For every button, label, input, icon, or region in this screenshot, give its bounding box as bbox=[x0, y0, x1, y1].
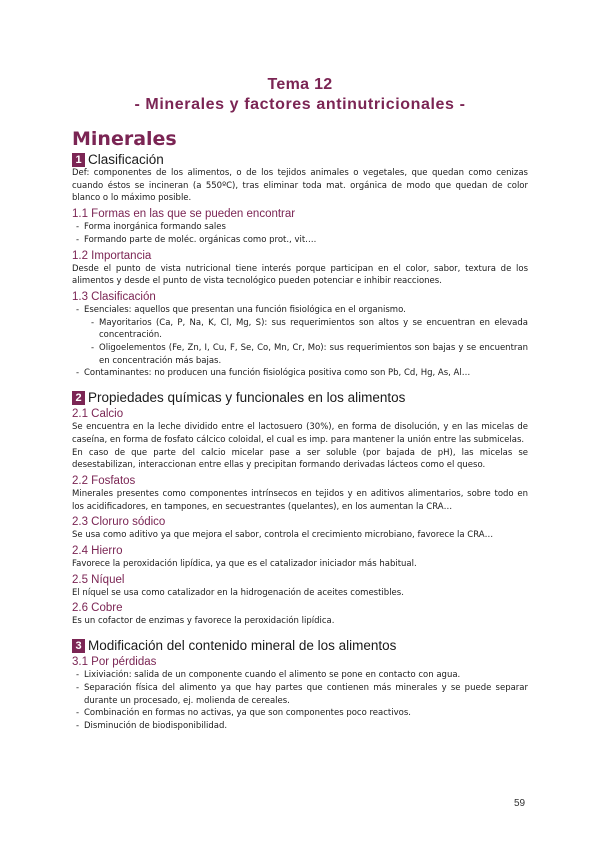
subsection-title: 1.1 Formas en las que se pueden encontrar bbox=[72, 208, 296, 221]
subsection-title: 2.3 Cloruro sódico bbox=[72, 516, 166, 529]
list-item: - Contaminantes: no producen una función fisiológica positiva como son Pb, Cd, Hg, As, Al… bbox=[72, 367, 528, 380]
list-item: - Esenciales: aquellos que presentan una función fisiológica en el organismo. bbox=[72, 304, 528, 317]
paragraph: Se usa como aditivo ya que mejora el sabor, controla el crecimiento microbiano, favorece la CRA… bbox=[72, 530, 494, 541]
page-title: Tema 12 bbox=[267, 76, 333, 93]
section-title: Modificación del contenido mineral de los alimentos bbox=[88, 638, 397, 654]
subsection-title: 1.2 Importancia bbox=[72, 249, 152, 262]
list-item: - Oligoelementos (Fe, Zn, I, Cu, F, Se, Co, Mn, Cr, Mo): sus requerimientos son bajas y se encuentran en concentración más bajas. bbox=[72, 342, 528, 367]
list-item: - Forma inorgánica formando sales bbox=[72, 221, 528, 234]
bullet-list bbox=[72, 367, 528, 380]
page-number: 59 bbox=[514, 798, 526, 809]
subsection-title: 2.4 Hierro bbox=[72, 545, 123, 558]
list-item: - Mayoritarios (Ca, P, Na, K, Cl, Mg, S): sus requerimientos son altos y se encuentran en elevada concentración. bbox=[72, 317, 528, 342]
paragraph: El níquel se usa como catalizador en la hidrogenación de aceites comestibles. bbox=[72, 587, 404, 598]
list-item: - Disminución de biodisponibilidad. bbox=[72, 720, 528, 733]
paragraph: En caso de que parte del calcio micelar pase a ser soluble (por bajada de pH), las micelas se desestabilizan, interaccionan entre ellas y precipitan formando derivadas lácteos como el queso. bbox=[72, 447, 528, 471]
section-1-header bbox=[72, 152, 528, 167]
bullet-list bbox=[72, 304, 528, 317]
document-page bbox=[72, 72, 528, 733]
subsection-title: 2.2 Fosfatos bbox=[72, 474, 136, 487]
section-2-header bbox=[72, 390, 528, 405]
list-item: - Formando parte de moléc. orgánicas como prot., vit…. bbox=[72, 234, 528, 247]
definition-paragraph: Def: componentes de los alimentos, o de los tejidos animales o vegetales, que quedan como cenizas cuando éstos se incineran (a 550ºC), tras eliminar toda mat. orgánica de modo que quedan de color blanco o lo máximo posible. bbox=[72, 168, 528, 204]
subsection-title: 2.1 Calcio bbox=[72, 408, 124, 421]
subsection-title: 2.5 Níquel bbox=[72, 573, 125, 586]
section-number: 3 bbox=[72, 639, 85, 653]
subsection-title: 1.3 Clasificación bbox=[72, 290, 156, 303]
paragraph: Favorece la peroxidación lipídica, ya que es el catalizador iniciador más habitual. bbox=[72, 559, 417, 570]
subsection-title: 3.1 Por pérdidas bbox=[72, 656, 157, 669]
section-3-header bbox=[72, 638, 528, 653]
section-number: 1 bbox=[72, 153, 85, 167]
bullet-list bbox=[72, 669, 528, 733]
paragraph: Se encuentra en la leche dividido entre el lactosuero (30%), en forma de disolución, y en las micelas de caseína, en forma de fosfato cálcico coloidal, el cual es imp. para mantener la unión entre las submicelas. bbox=[72, 422, 528, 445]
page-subtitle: - Minerales y factores antinutricionales - bbox=[134, 96, 466, 113]
subsection-title: 2.6 Cobre bbox=[72, 602, 123, 615]
title-block bbox=[72, 76, 528, 114]
list-item: - Separación física del alimento ya que hay partes que contienen más minerales y se puede separar durante un procesado, ej. molienda de cereales. bbox=[72, 682, 528, 707]
chapter-heading: Minerales bbox=[72, 128, 177, 150]
paragraph: Es un cofactor de enzimas y favorece la peroxidación lipídica. bbox=[72, 616, 335, 627]
section-title: Clasificación bbox=[88, 152, 164, 167]
list-item: - Combinación en formas no activas, ya que son componentes poco reactivos. bbox=[72, 707, 528, 720]
paragraph: Desde el punto de vista nutricional tiene interés porque participan en el color, sabor, textura de los alimentos y desde el punto de vista tecnológico pueden potenciar e inhibir reacciones. bbox=[72, 263, 528, 287]
list-item: - Lixiviación: salida de un componente cuando el alimento se pone en contacto con agua. bbox=[72, 669, 528, 682]
section-number: 2 bbox=[72, 391, 85, 405]
nested-bullet-list bbox=[72, 317, 528, 368]
bullet-list bbox=[72, 221, 528, 246]
paragraph: Minerales presentes como componentes intrínsecos en tejidos y en aditivos alimentarios, sobre todo en los acidificadores, en tampones, en secuestrantes (quelantes), en los aumentan la CRA… bbox=[72, 488, 528, 512]
section-title: Propiedades químicas y funcionales en los alimentos bbox=[88, 390, 406, 406]
